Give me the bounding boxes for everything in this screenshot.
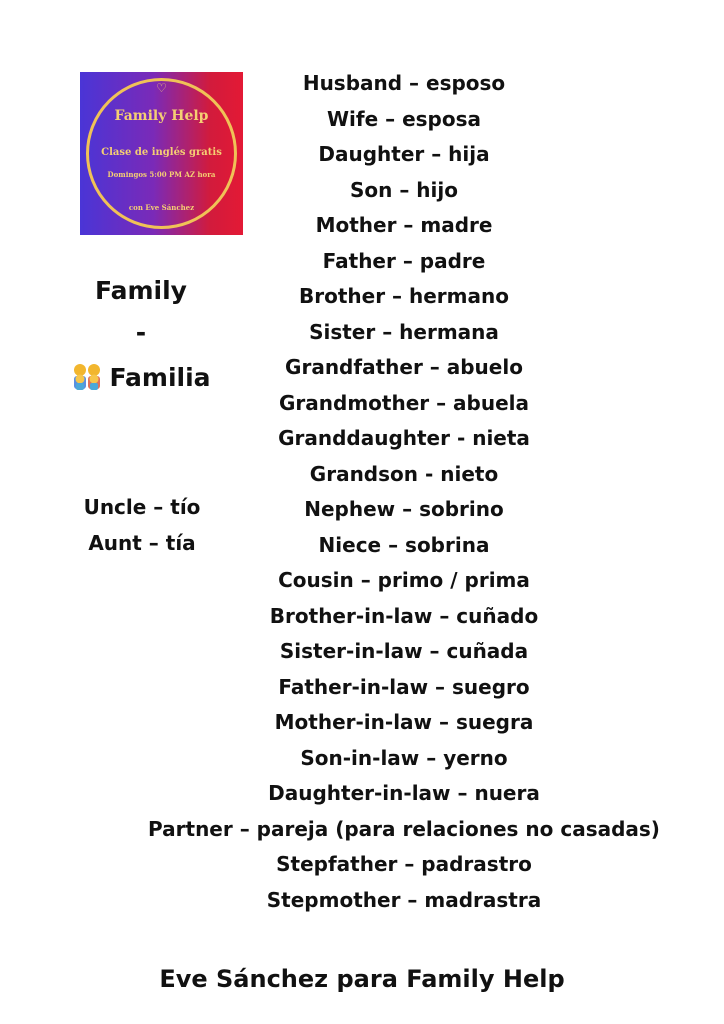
heading-english: Family	[95, 276, 187, 305]
vocab-item: Son – hijo	[350, 177, 458, 202]
logo-brand-text: Family Help	[114, 108, 209, 124]
vocab-item: Son-in-law – yerno	[300, 745, 508, 770]
logo-subtitle: Clase de inglés gratis	[101, 147, 222, 158]
vocab-item: Grandmother – abuela	[278, 390, 530, 415]
heading-spanish: Familia	[109, 363, 211, 392]
extra-term-aunt: Aunt – tía	[88, 531, 196, 555]
vocab-item: Father-in-law – suegro	[278, 674, 530, 699]
heading-separator: -	[135, 318, 147, 347]
vocab-item: Sister – hermana	[309, 319, 499, 344]
vocab-item: Mother – madre	[315, 213, 493, 237]
vocab-item: Brother-in-law – cuñado	[269, 603, 539, 628]
vocab-item: Cousin – primo / prima	[278, 568, 530, 592]
heart-outline-icon: ♡	[156, 81, 167, 95]
vocab-item: Daughter-in-law – nuera	[268, 781, 540, 805]
family-emoji-icon	[71, 363, 103, 391]
logo-schedule: Domingos 5:00 PM AZ hora	[107, 170, 216, 179]
vocab-item: Wife – esposa	[326, 106, 482, 131]
vocab-item: Husband – esposo	[302, 71, 506, 95]
vocab-item: Sister-in-law – cuñada	[279, 639, 529, 663]
vocab-item: Father – padre	[322, 248, 486, 273]
vocab-item: Grandson - nieto	[309, 461, 499, 486]
logo-host: con Eve Sánchez	[128, 203, 195, 212]
vocab-item: Daughter – hija	[318, 142, 490, 166]
vocab-item: Stepmother – madrastra	[266, 887, 542, 912]
vocab-item: Mother-in-law – suegra	[274, 710, 534, 734]
vocab-item: Partner – pareja (para relaciones no casadas)	[148, 816, 660, 841]
vocab-item: Brother – hermano	[299, 284, 509, 308]
footer-credit: Eve Sánchez para Family Help	[159, 965, 565, 993]
vocabulary-list	[100, 66, 708, 918]
vocab-item: Granddaughter - nieta	[278, 426, 530, 450]
vocab-item: Stepfather – padrastro	[276, 852, 532, 876]
vocab-item: Niece – sobrina	[318, 532, 490, 557]
vocab-item: Grandfather – abuelo	[285, 355, 523, 379]
extra-term-uncle: Uncle – tío	[83, 495, 201, 519]
vocab-item: Nephew – sobrino	[304, 497, 504, 521]
